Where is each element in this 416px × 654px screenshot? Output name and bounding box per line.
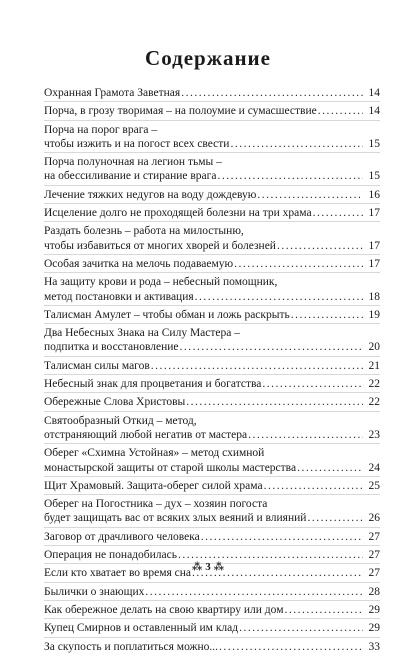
entry-divider xyxy=(44,185,380,186)
dot-leader xyxy=(313,206,363,220)
entry-divider xyxy=(44,356,380,357)
toc-page-number: 14 xyxy=(368,87,380,99)
toc-entry xyxy=(44,257,380,271)
toc-entry-line: Святообразный Откид – метод, xyxy=(44,414,197,427)
entry-divider xyxy=(44,120,380,121)
toc-entry-text: на обессиливание и стирание врага xyxy=(44,170,217,183)
page-number xyxy=(0,561,416,573)
toc-entry-text: Талисман силы магов xyxy=(44,359,150,372)
toc-entry-text: Особая зачитка на мелочь подаваемую xyxy=(44,257,234,270)
toc-page-number: 29 xyxy=(368,603,380,616)
toc-page-number: 17 xyxy=(368,257,380,270)
entry-divider xyxy=(44,272,380,273)
toc-page-number: 27 xyxy=(368,549,380,562)
toc-entry-last-line xyxy=(44,257,380,271)
entry-divider xyxy=(44,392,380,393)
toc-entry xyxy=(44,377,380,391)
toc-entry xyxy=(44,224,380,253)
toc-entry-text: За скупость и поплатиться можно... xyxy=(44,640,219,653)
toc-entry-text: Небесный знак для процветания и богатства xyxy=(44,378,262,391)
entry-divider xyxy=(44,527,380,528)
toc-entry-line: Оберег на Погостника – дух – хозяин погоста xyxy=(44,498,268,511)
toc-entry xyxy=(44,123,380,152)
toc-entry-last-line xyxy=(44,239,380,253)
toc-page-number: 15 xyxy=(368,170,380,183)
toc-entry-line: Порча полуночная на легион тьмы – xyxy=(44,156,222,169)
toc-entry-line: На защиту крови и рода – небесный помощник, xyxy=(44,276,278,289)
dot-leader xyxy=(307,511,363,525)
toc-entry-line: Оберег «Схимна Устойная» – метод схимной xyxy=(44,447,265,460)
dot-leader xyxy=(239,621,363,635)
toc-page-number: 17 xyxy=(368,239,380,252)
dot-leader xyxy=(145,585,363,599)
toc-entry xyxy=(44,86,380,100)
entry-divider xyxy=(44,152,380,153)
dot-leader xyxy=(318,104,363,118)
toc-entry-text: чтобы избавиться от многих хворей и болезней xyxy=(44,239,276,252)
toc-entry-text: Лечение тяжких недугов на воду дождевую xyxy=(44,188,257,201)
entry-divider xyxy=(44,494,380,495)
toc-page-number: 24 xyxy=(368,461,380,474)
dot-leader xyxy=(201,530,363,544)
toc-entry-text: Исцеление долго не проходящей болезни на три храма xyxy=(44,207,312,220)
toc-page-number: 20 xyxy=(368,341,380,354)
toc-entry-text: Щит Храмовый. Защита-оберег силой храма xyxy=(44,479,263,492)
toc-entry-last-line xyxy=(44,86,380,100)
entry-divider xyxy=(44,203,380,204)
toc-entry xyxy=(44,640,380,654)
dot-leader xyxy=(284,603,363,617)
toc-page-number: 14 xyxy=(368,105,380,118)
toc-entry xyxy=(44,275,380,304)
dot-leader xyxy=(180,340,364,354)
entry-divider xyxy=(44,374,380,375)
toc-entry-text: монастырской защиты от старой школы мастерства xyxy=(44,461,297,474)
entry-divider xyxy=(44,323,380,324)
toc-entry-text: будет защищать вас от всяких злых веяний и влияний xyxy=(44,512,307,525)
toc-entry-text: Как обережное делать на свою квартиру или дом xyxy=(44,603,284,616)
toc-page-number: 33 xyxy=(368,640,380,653)
toc-page-number: 25 xyxy=(368,479,380,492)
toc-entry-text: чтобы изжить и на погост всех свести xyxy=(44,137,230,150)
dot-leader xyxy=(234,257,363,271)
toc-entry-line: Порча на порог врага – xyxy=(44,123,158,136)
entry-divider xyxy=(44,101,380,102)
dot-leader xyxy=(297,461,363,475)
toc-page-number: 22 xyxy=(368,396,380,409)
dot-leader xyxy=(230,137,363,151)
toc-entry-last-line xyxy=(44,461,380,475)
toc-entry-text: Заговор от драчливого человека xyxy=(44,530,200,543)
dot-leader xyxy=(291,308,363,322)
toc-page-number: 28 xyxy=(368,585,380,598)
toc-entry-line: Два Небесных Знака на Силу Мастера – xyxy=(44,327,240,340)
toc-entry xyxy=(44,359,380,373)
toc-page-number: 27 xyxy=(368,567,380,580)
toc-entry-last-line xyxy=(44,188,380,202)
toc-entry-text: Порча, в грозу творимая – на полоумие и сумасшествие xyxy=(44,105,317,118)
dot-leader xyxy=(151,359,363,373)
toc-page-number: 27 xyxy=(368,530,380,543)
toc-entry xyxy=(44,603,380,617)
toc-entry-last-line xyxy=(44,308,380,322)
toc-page-number: 26 xyxy=(368,512,380,525)
entry-divider xyxy=(44,411,380,412)
entry-divider xyxy=(44,637,380,638)
dot-leader xyxy=(262,377,363,391)
dot-leader xyxy=(195,290,363,304)
toc-entry-last-line xyxy=(44,206,380,220)
entry-divider xyxy=(44,600,380,601)
toc-entry xyxy=(44,155,380,184)
toc-entry xyxy=(44,414,380,443)
page-title: Содержание xyxy=(145,46,271,70)
toc-entry xyxy=(44,308,380,322)
dot-leader xyxy=(181,86,363,100)
toc-entry xyxy=(44,497,380,526)
dot-leader xyxy=(186,395,363,409)
toc-entry-text: метод постановки и активация xyxy=(44,290,194,303)
toc-entry xyxy=(44,395,380,409)
toc-entry-text: Былички о знающих xyxy=(44,585,145,598)
toc-entry xyxy=(44,479,380,493)
left-ornament-icon: ⁂ xyxy=(192,562,203,573)
toc-entry-text: Если кто хватает во время сна xyxy=(44,567,192,580)
toc-entry-last-line xyxy=(44,169,380,183)
toc-entry xyxy=(44,446,380,475)
entry-divider xyxy=(44,305,380,306)
entry-divider xyxy=(44,582,380,583)
toc-page-number: 16 xyxy=(368,188,380,201)
toc-entry-text: Талисман Амулет – чтобы обман и ложь раскрыть xyxy=(44,308,290,321)
toc-entry-last-line xyxy=(44,395,380,409)
toc-entry-line: Раздать болезнь – работа на милостыню, xyxy=(44,225,244,238)
toc-entry-last-line xyxy=(44,340,380,354)
toc-entry-last-line xyxy=(44,359,380,373)
toc-page-number: 23 xyxy=(368,428,380,441)
entry-divider xyxy=(44,545,380,546)
toc-entry-last-line xyxy=(44,530,380,544)
toc-entry-text: Купец Смирнов и оставленный им клад xyxy=(44,622,239,635)
toc-page-number: 22 xyxy=(368,378,380,391)
entry-divider xyxy=(44,254,380,255)
dot-leader xyxy=(219,640,363,654)
dot-leader xyxy=(248,428,363,442)
dot-leader xyxy=(264,479,363,493)
toc-page-number: 17 xyxy=(368,207,380,220)
toc-entry-text: Операция не понадобилась xyxy=(44,549,177,562)
toc-page-number: 21 xyxy=(368,359,380,372)
toc-entry xyxy=(44,585,380,599)
entry-divider xyxy=(44,618,380,619)
toc-entry-text: Обережные Слова Христовы xyxy=(44,396,186,409)
toc-entry-last-line xyxy=(44,603,380,617)
dot-leader xyxy=(217,169,363,183)
toc-entry xyxy=(44,206,380,220)
toc-entry-last-line xyxy=(44,585,380,599)
toc-entry xyxy=(44,188,380,202)
page-number-value: 3 xyxy=(205,561,211,573)
toc-page-number: 29 xyxy=(368,622,380,635)
right-ornament-icon: ⁂ xyxy=(213,562,224,573)
toc-entry-text: Охранная Грамота Заветная xyxy=(44,87,181,99)
toc-entry-last-line xyxy=(44,104,380,118)
entry-divider xyxy=(44,443,380,444)
toc-page-number: 19 xyxy=(368,308,380,321)
toc-entry-last-line xyxy=(44,377,380,391)
toc-entry-last-line xyxy=(44,479,380,493)
toc-page-number: 18 xyxy=(368,290,380,303)
toc-entry-last-line xyxy=(44,137,380,151)
toc-entry xyxy=(44,530,380,544)
toc-entry-text: отстраняющий любой негатив от мастера xyxy=(44,428,248,441)
toc-page-number: 15 xyxy=(368,137,380,150)
toc-entry-last-line xyxy=(44,511,380,525)
toc-entry xyxy=(44,621,380,635)
toc-entry-last-line xyxy=(44,640,380,654)
entry-divider xyxy=(44,221,380,222)
toc-entry-last-line xyxy=(44,290,380,304)
toc-entry-last-line xyxy=(44,621,380,635)
dot-leader xyxy=(277,239,363,253)
entry-divider xyxy=(44,476,380,477)
toc-entry-last-line xyxy=(44,428,380,442)
toc-entry-text: подпитка и восстановление xyxy=(44,341,179,354)
toc-entry xyxy=(44,104,380,118)
toc-entry xyxy=(44,326,380,355)
dot-leader xyxy=(257,188,363,202)
